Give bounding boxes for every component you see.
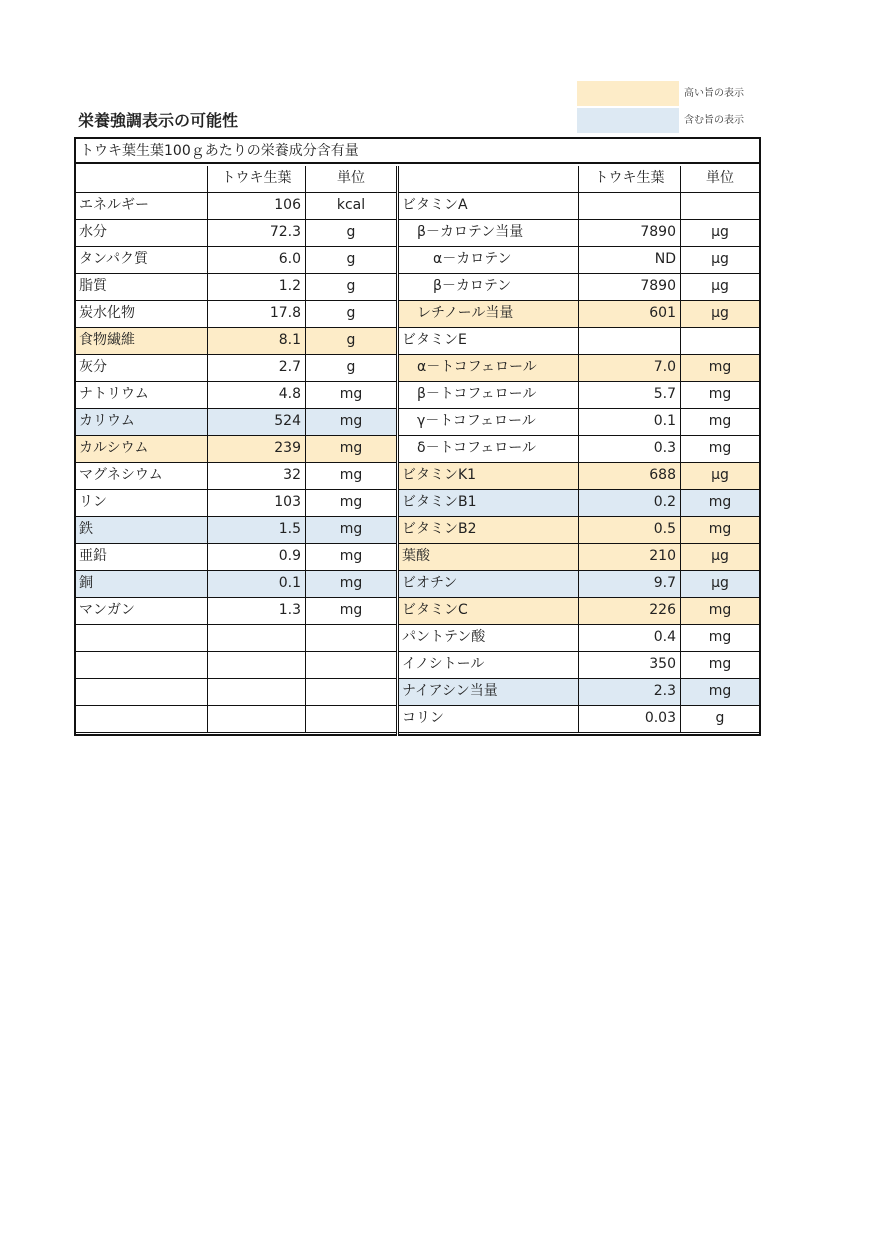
left-row-value: 6.0	[208, 247, 306, 274]
left-row-unit: mg	[306, 490, 396, 517]
table-caption: トウキ葉生葉100ｇあたりの栄養成分含有量	[76, 139, 759, 164]
right-row-name: ビタミンB1	[399, 490, 579, 517]
right-row-unit: mg	[681, 652, 759, 679]
right-row-unit: μg	[681, 463, 759, 490]
left-row-value: 17.8	[208, 301, 306, 328]
left-row-unit: mg	[306, 517, 396, 544]
left-row-name	[76, 706, 208, 733]
right-header-unit: 単位	[681, 166, 759, 193]
right-row-name: ビタミンC	[399, 598, 579, 625]
left-row-value: 72.3	[208, 220, 306, 247]
right-row-name: コリン	[399, 706, 579, 733]
right-row-unit: mg	[681, 382, 759, 409]
right-row-value: 601	[579, 301, 681, 328]
right-row-value: 0.2	[579, 490, 681, 517]
left-row-unit: mg	[306, 571, 396, 598]
right-row-unit: μg	[681, 247, 759, 274]
right-row-value: 9.7	[579, 571, 681, 598]
right-row-name: γ－トコフェロール	[399, 409, 579, 436]
right-row-unit: mg	[681, 409, 759, 436]
right-row-value: 226	[579, 598, 681, 625]
right-row-value: 688	[579, 463, 681, 490]
left-row-value: 1.5	[208, 517, 306, 544]
right-row-value: 7890	[579, 274, 681, 301]
right-row-name: β－カロテン	[399, 274, 579, 301]
left-row-name: マグネシウム	[76, 463, 208, 490]
left-row-name	[76, 625, 208, 652]
left-row-name: リン	[76, 490, 208, 517]
left-row-value: 0.9	[208, 544, 306, 571]
legend-high-label: 高い旨の表示	[684, 88, 744, 99]
left-row-name: 炭水化物	[76, 301, 208, 328]
right-row-unit: μg	[681, 571, 759, 598]
left-row-value: 1.2	[208, 274, 306, 301]
left-row-name: タンパク質	[76, 247, 208, 274]
right-row-unit: mg	[681, 625, 759, 652]
left-row-unit: mg	[306, 382, 396, 409]
page-title: 栄養強調表示の可能性	[78, 111, 239, 130]
legend-high-swatch	[577, 81, 679, 106]
left-row-unit: mg	[306, 598, 396, 625]
right-row-value: 7.0	[579, 355, 681, 382]
right-row-name: ビタミンE	[399, 328, 579, 355]
left-row-value: 1.3	[208, 598, 306, 625]
left-row-name: 脂質	[76, 274, 208, 301]
left-row-value: 524	[208, 409, 306, 436]
left-row-unit	[306, 625, 396, 652]
right-row-name: 葉酸	[399, 544, 579, 571]
right-row-value: 5.7	[579, 382, 681, 409]
left-row-unit	[306, 706, 396, 733]
right-row-unit	[681, 328, 759, 355]
right-row-name: イノシトール	[399, 652, 579, 679]
left-row-name: マンガン	[76, 598, 208, 625]
legend-contains-label: 含む旨の表示	[684, 115, 744, 126]
left-row-unit: mg	[306, 463, 396, 490]
right-row-value: 2.3	[579, 679, 681, 706]
right-row-value: 0.1	[579, 409, 681, 436]
left-row-unit: mg	[306, 544, 396, 571]
right-row-unit: mg	[681, 490, 759, 517]
right-row-name: ナイアシン当量	[399, 679, 579, 706]
right-row-name: ビタミンB2	[399, 517, 579, 544]
left-row-name	[76, 652, 208, 679]
right-row-unit: g	[681, 706, 759, 733]
right-row-value	[579, 193, 681, 220]
left-row-unit: g	[306, 220, 396, 247]
left-row-value	[208, 706, 306, 733]
left-row-name	[76, 679, 208, 706]
left-row-unit: g	[306, 301, 396, 328]
left-row-unit: mg	[306, 436, 396, 463]
right-row-unit: mg	[681, 598, 759, 625]
right-row-unit: mg	[681, 679, 759, 706]
left-header-unit: 単位	[306, 166, 396, 193]
left-row-name: カルシウム	[76, 436, 208, 463]
right-row-name: δ－トコフェロール	[399, 436, 579, 463]
left-row-unit: g	[306, 247, 396, 274]
left-row-name: 水分	[76, 220, 208, 247]
left-row-unit: g	[306, 274, 396, 301]
right-row-name: レチノール当量	[399, 301, 579, 328]
left-row-name: カリウム	[76, 409, 208, 436]
left-row-name: 亜鉛	[76, 544, 208, 571]
right-row-unit: mg	[681, 517, 759, 544]
right-row-name: α－カロテン	[399, 247, 579, 274]
left-row-name: ナトリウム	[76, 382, 208, 409]
left-row-value: 239	[208, 436, 306, 463]
left-row-value: 8.1	[208, 328, 306, 355]
left-row-value: 106	[208, 193, 306, 220]
right-header-value: トウキ生葉	[579, 166, 681, 193]
left-row-unit: kcal	[306, 193, 396, 220]
left-row-unit: g	[306, 328, 396, 355]
left-row-value	[208, 679, 306, 706]
right-row-value: 0.03	[579, 706, 681, 733]
right-row-unit: mg	[681, 436, 759, 463]
left-row-value: 0.1	[208, 571, 306, 598]
left-row-name: 鉄	[76, 517, 208, 544]
left-row-unit	[306, 679, 396, 706]
right-header-blank	[399, 166, 579, 193]
right-row-name: α－トコフェロール	[399, 355, 579, 382]
legend-contains-swatch	[577, 108, 679, 133]
right-row-name: ビタミンK1	[399, 463, 579, 490]
right-row-unit: μg	[681, 301, 759, 328]
right-row-name: ビタミンA	[399, 193, 579, 220]
left-row-name: 食物繊維	[76, 328, 208, 355]
right-row-value: 7890	[579, 220, 681, 247]
left-row-name: 銅	[76, 571, 208, 598]
right-row-value: 350	[579, 652, 681, 679]
nutrition-table	[74, 137, 761, 736]
left-row-value: 103	[208, 490, 306, 517]
right-row-value: 210	[579, 544, 681, 571]
left-row-value: 4.8	[208, 382, 306, 409]
left-row-unit: g	[306, 355, 396, 382]
right-row-unit: mg	[681, 355, 759, 382]
right-row-value: 0.4	[579, 625, 681, 652]
left-row-value	[208, 652, 306, 679]
right-row-name: β－トコフェロール	[399, 382, 579, 409]
left-row-unit: mg	[306, 409, 396, 436]
left-row-name: 灰分	[76, 355, 208, 382]
right-row-value: 0.3	[579, 436, 681, 463]
left-row-value: 32	[208, 463, 306, 490]
left-header-value: トウキ生葉	[208, 166, 306, 193]
right-row-value: ND	[579, 247, 681, 274]
left-row-name: エネルギー	[76, 193, 208, 220]
right-row-value: 0.5	[579, 517, 681, 544]
right-row-name: ビオチン	[399, 571, 579, 598]
left-row-unit	[306, 652, 396, 679]
left-row-value: 2.7	[208, 355, 306, 382]
right-row-unit: μg	[681, 274, 759, 301]
right-row-unit: μg	[681, 220, 759, 247]
left-header-blank	[76, 166, 208, 193]
right-row-value	[579, 328, 681, 355]
right-row-unit	[681, 193, 759, 220]
right-row-unit: μg	[681, 544, 759, 571]
right-row-name: β－カロテン当量	[399, 220, 579, 247]
left-row-value	[208, 625, 306, 652]
right-row-name: パントテン酸	[399, 625, 579, 652]
